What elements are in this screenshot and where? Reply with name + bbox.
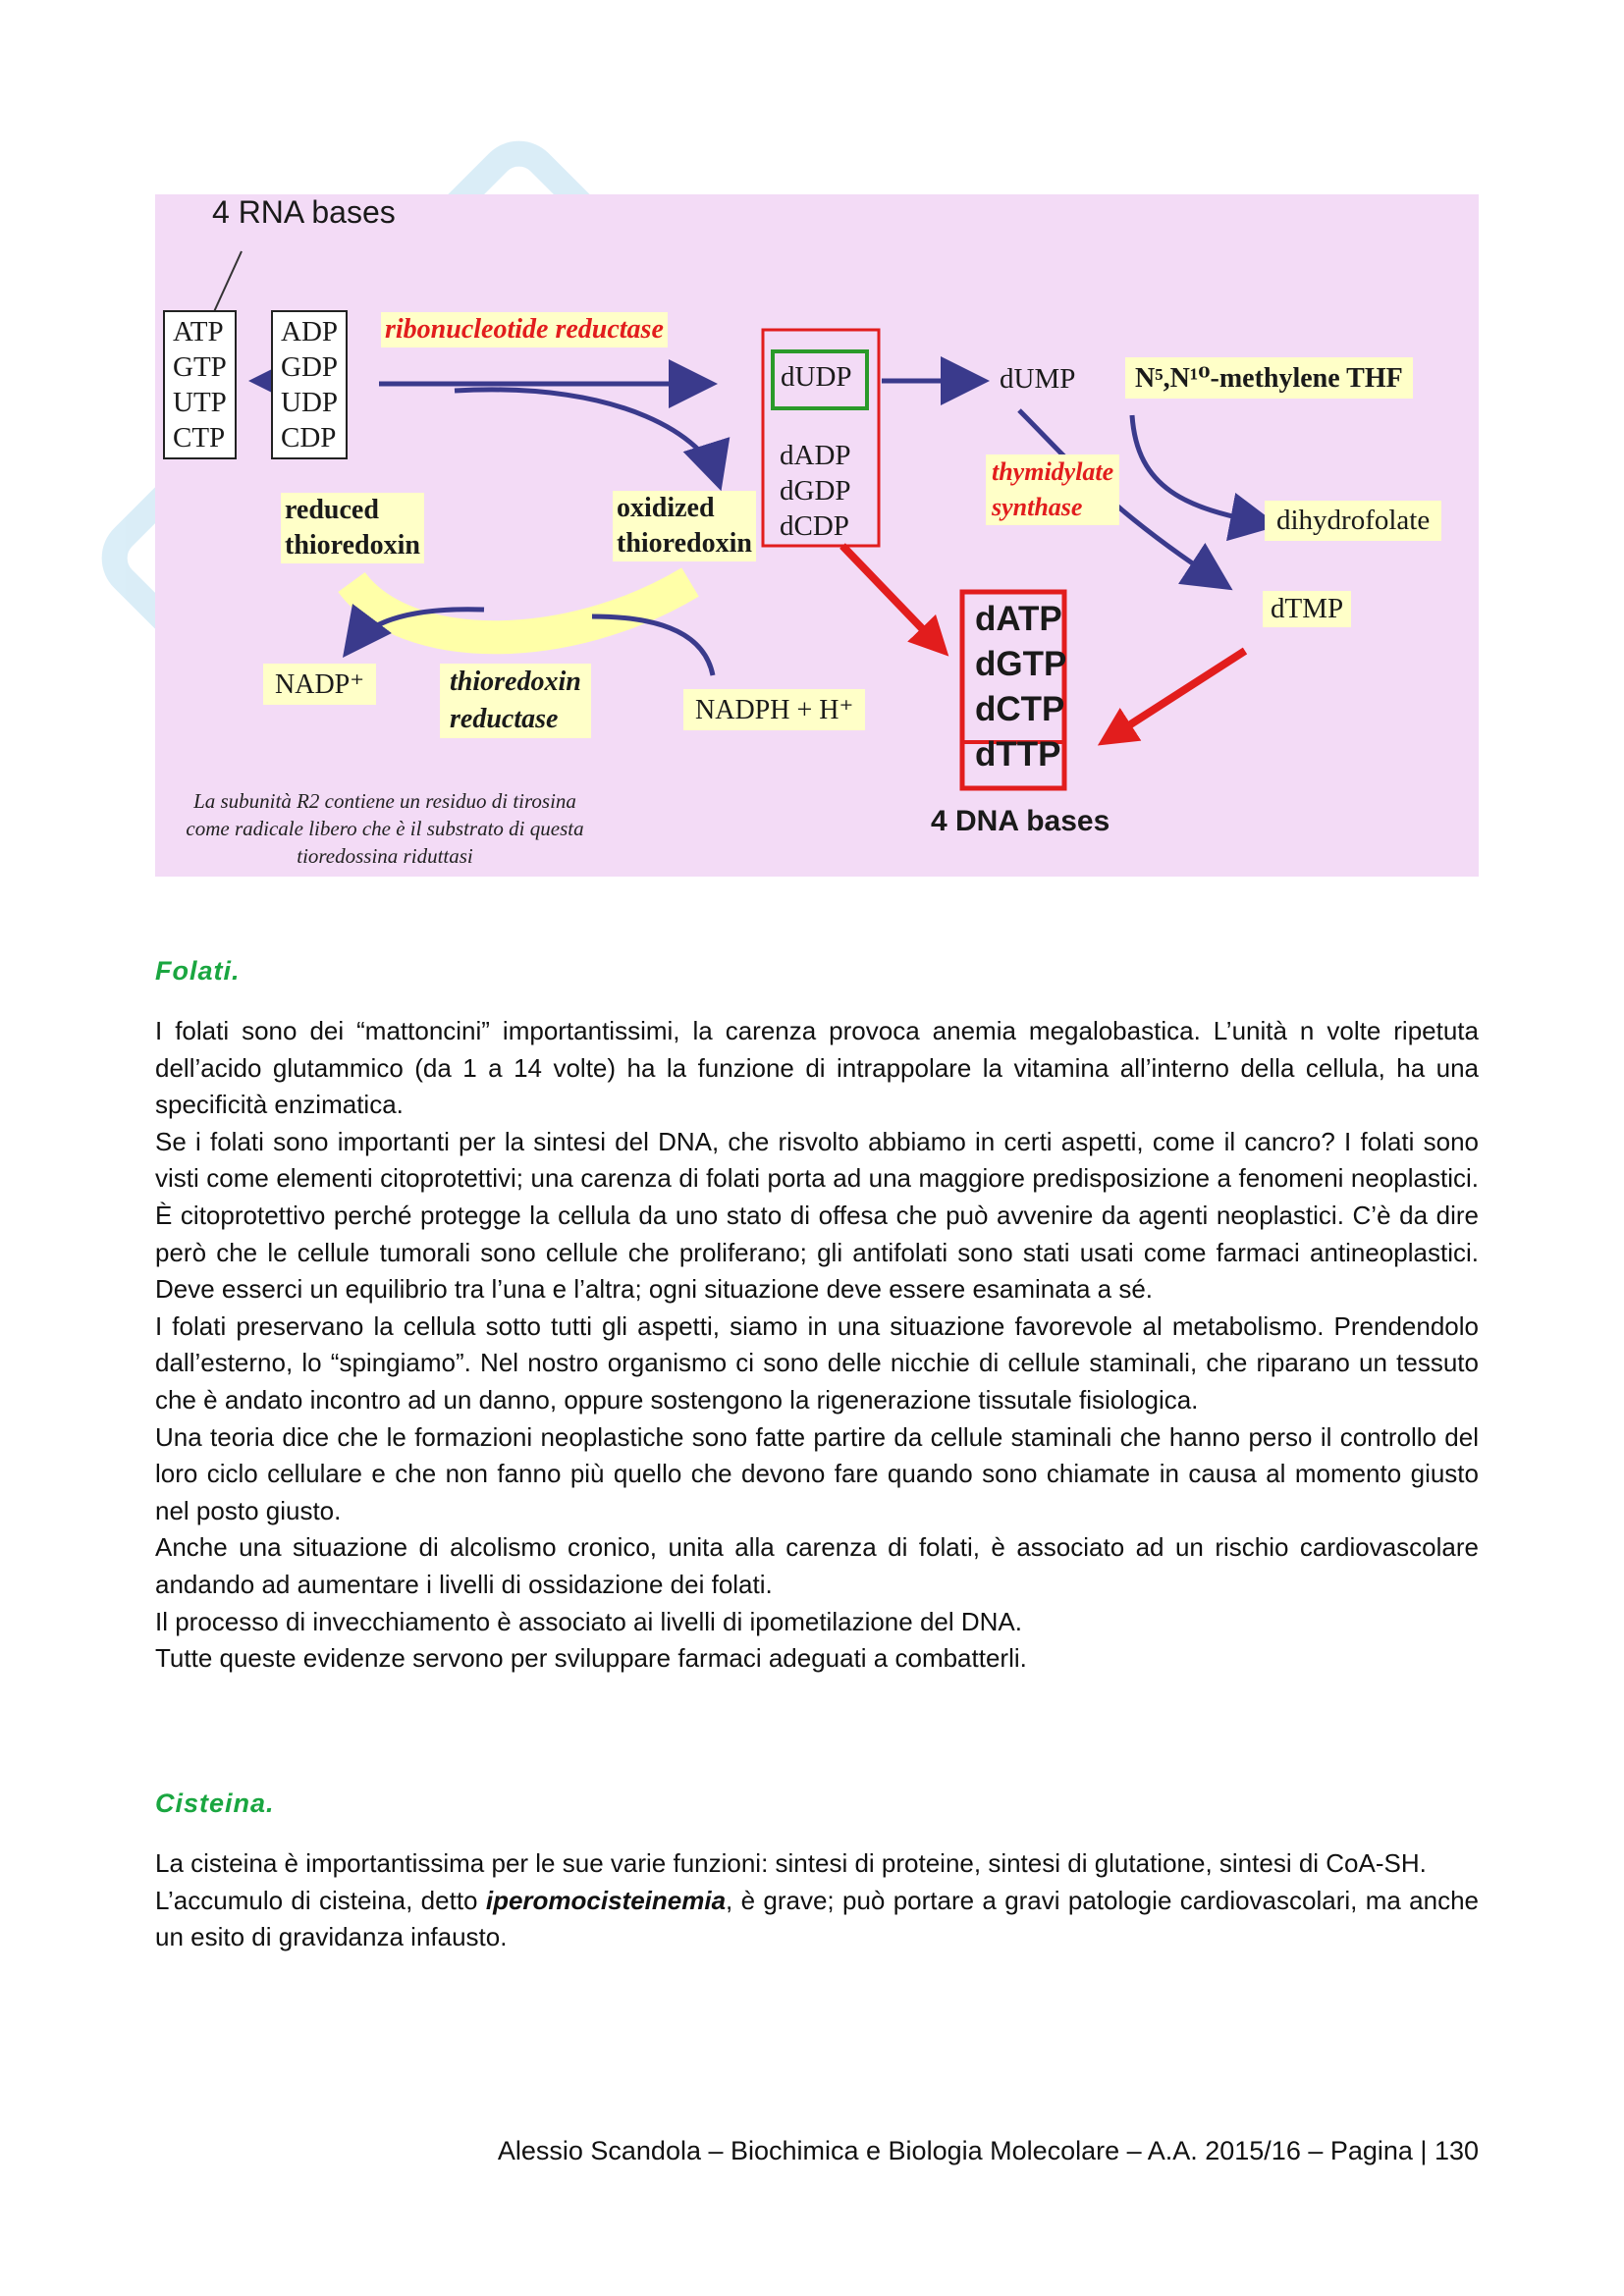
text-run: , è grave; può portare a gravi patologie cardiovascolari, ma anche un esito di gravidanza infausto.	[155, 1885, 1479, 1952]
dtmp-label: dTMP	[1263, 591, 1351, 627]
ctp-label: CTP	[173, 422, 226, 454]
thioredoxin-reductase-label	[440, 664, 591, 738]
rna-bases-title: 4 RNA bases	[212, 194, 396, 230]
nadp-label: NADP⁺	[263, 664, 376, 705]
dump-label: dUMP	[1000, 363, 1076, 395]
dgdp-label: dGDP	[780, 475, 851, 507]
paragraph: Anche una situazione di alcolismo cronico, unita alla carenza di folati, è associato ad un rischio cardiovascolare andando ad aumentare i livelli di ossidazione dei folati.	[155, 1532, 1479, 1599]
diagram-caption	[169, 787, 601, 870]
section-title-folati: Folati.	[155, 956, 241, 986]
reductase-word: reductase	[450, 704, 559, 734]
oxidized-thioredoxin-label	[613, 491, 756, 561]
ribonucleotide-reductase-label: ribonucleotide reductase	[381, 312, 668, 347]
dttp-label: dTTP	[975, 735, 1061, 774]
paragraph: Il processo di invecchiamento è associato ai livelli di ipometilazione del DNA.	[155, 1606, 1022, 1636]
thioredoxin-word: thioredoxin	[450, 667, 581, 697]
reduced-word: reduced	[285, 495, 379, 525]
dudp-label: dUDP	[781, 361, 852, 393]
folati-body	[155, 1013, 1479, 1678]
synthase-word: synthase	[992, 493, 1083, 521]
caption-line: come radicale libero che è il substrato di questa	[186, 817, 584, 840]
thioredoxin-word: thioredoxin	[617, 528, 752, 559]
caption-line: La subunità R2 contiene un residuo di tirosina	[193, 789, 576, 813]
gdp-label: GDP	[281, 351, 339, 383]
dcdp-label: dCDP	[780, 510, 849, 542]
dna-bases-title: 4 DNA bases	[931, 805, 1110, 837]
reduced-thioredoxin-label	[281, 493, 424, 563]
text-run: L’accumulo di cisteina, detto	[155, 1885, 486, 1915]
thioredoxin-word: thioredoxin	[285, 530, 420, 561]
rna-triphosphate-box	[163, 310, 237, 459]
cdp-label: CDP	[281, 422, 337, 454]
dgtp-label: dGTP	[975, 645, 1067, 683]
paragraph: La cisteina è importantissima per le sue varie funzioni: sintesi di proteine, sintesi di glutatione, sintesi di CoA-SH.	[155, 1848, 1427, 1878]
paragraph	[155, 1883, 1479, 1956]
deoxy-diphosphates	[780, 438, 851, 544]
adp-label: ADP	[281, 316, 339, 347]
paragraph: I folati preservano la cellula sotto tutti gli aspetti, siamo in una situazione favorevole al metabolismo. Prendendolo dall’esterno, lo “spingiamo”. Nel nostro organismo ci sono delle nicchie di cellule staminali, che riparano un tessuto che è andato incontro ad un danno, oppure sostengono la rigenerazione tissutale fisiologica.	[155, 1310, 1479, 1415]
pathway-diagram	[155, 194, 1479, 877]
emphasis-term: iperomocisteinemia	[485, 1885, 727, 1915]
dctp-label: dCTP	[975, 690, 1065, 728]
udp-label: UDP	[281, 387, 339, 418]
paragraph: Una teoria dice che le formazioni neoplastiche sono fatte partire da cellule staminali che hanno perso il controllo del loro ciclo cellulare e che non fanno più quello che devono fare quando sono chiamate in causa al momento giusto nel posto giusto.	[155, 1421, 1479, 1525]
dna-triphosphate-box	[975, 597, 1066, 777]
cisteina-body	[155, 1845, 1479, 1956]
rna-diphosphate-box	[271, 310, 348, 459]
paragraph: I folati sono dei “mattoncini” importantissimi, la carenza provoca anemia megalobastica. L’unità n volte ripetuta dell’acido glutammico (da 1 a 14 volte) ha la funzione di intrappolare la vitamina all’interno della cellula, ha una specificità enzimatica.	[155, 1016, 1479, 1120]
thymidylate-word: thymidylate	[992, 457, 1114, 486]
thymidylate-synthase-label	[986, 454, 1119, 525]
paragraph: Se i folati sono importanti per la sintesi del DNA, che risvolto abbiamo in certi aspetti, come il cancro? I folati sono visti come elementi citoprotettivi; una carenza di folati porta ad una maggiore predisposizione a fenomeni neoplastici. È citoprotettivo perché protegge la cellula da uno stato di offesa che può avvenire da agenti neoplastici. C’è da dire però che le cellule tumorali sono cellule che proliferano; gli antifolati sono stati usati come farmaci antineoplastici. Deve esserci un equilibrio tra l’una e l’altra; ogni situazione deve essere esaminata a sé.	[155, 1126, 1479, 1305]
gtp-label: GTP	[173, 351, 227, 383]
dihydrofolate-label: dihydrofolate	[1265, 501, 1441, 541]
nadph-label: NADPH + H⁺	[683, 689, 865, 730]
dadp-label: dADP	[780, 440, 851, 471]
section-title-cisteina: Cisteina.	[155, 1789, 275, 1818]
paragraph: Tutte queste evidenze servono per sviluppare farmaci adeguati a combatterli.	[155, 1643, 1027, 1674]
oxidized-word: oxidized	[617, 493, 715, 523]
datp-label: dATP	[975, 600, 1062, 638]
utp-label: UTP	[173, 387, 227, 418]
methylene-thf-label: N⁵,N¹⁰-methylene THF	[1125, 357, 1413, 399]
atp-label: ATP	[173, 316, 224, 347]
page-footer: Alessio Scandola – Biochimica e Biologia Molecolare – A.A. 2015/16 – Pagina | 130	[497, 2136, 1479, 2165]
caption-line: tioredossina riduttasi	[297, 844, 473, 868]
